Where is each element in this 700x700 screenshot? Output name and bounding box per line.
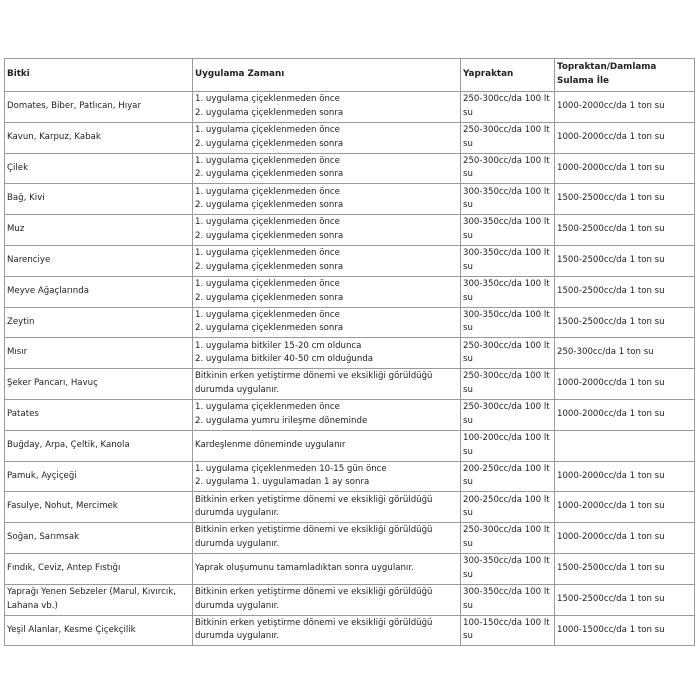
timing-line: 2. uygulama çiçeklenmeden sonra [195,169,344,180]
timing-line: 2. uygulama 1. uygulamadan 1 ay sonra [195,477,370,488]
table-row [5,492,695,523]
table-row [5,523,695,554]
timing-line: 2. uygulama yumru irileşme döneminde [195,415,368,426]
cell-foliar: 300-350cc/da 100 lt su [461,276,555,307]
table-row [5,92,695,123]
timing-line: 1. uygulama çiçeklenmeden önce [195,402,340,413]
table-row [5,615,695,646]
timing-line: Kardeşlenme döneminde uygulanır [195,439,346,450]
timing-line: durumda uygulanır. [195,631,280,642]
cell-timing [193,430,461,461]
cell-foliar: 250-300cc/da 100 lt su [461,399,555,430]
cell-timing [193,184,461,215]
cell-soil: 1500-2500cc/da 1 ton su [555,307,695,338]
cell-crop: Zeytin [5,307,193,338]
cell-crop: Meyve Ağaçlarında [5,276,193,307]
cell-soil: 1500-2500cc/da 1 ton su [555,215,695,246]
cell-timing [193,523,461,554]
cell-soil: 1000-2000cc/da 1 ton su [555,92,695,123]
timing-line: 1. uygulama çiçeklenmeden önce [195,125,340,136]
cell-soil [555,430,695,461]
table-row [5,153,695,184]
timing-line: 2. uygulama çiçeklenmeden sonra [195,138,344,149]
timing-line: 2. uygulama bitkiler 40-50 cm olduğunda [195,354,374,365]
cell-timing [193,307,461,338]
cell-timing [193,492,461,523]
cell-soil: 1500-2500cc/da 1 ton su [555,553,695,584]
cell-crop: Şeker Pancarı, Havuç [5,369,193,400]
header-soil: Topraktan/Damlama Sulama İle [555,59,695,92]
timing-line: 2. uygulama çiçeklenmeden sonra [195,200,344,211]
timing-line: 1. uygulama çiçeklenmeden önce [195,94,340,105]
timing-line: 2. uygulama çiçeklenmeden sonra [195,323,344,334]
timing-line: 1. uygulama çiçeklenmeden önce [195,217,340,228]
cell-foliar: 250-300cc/da 100 lt su [461,338,555,369]
cell-crop: Mısır [5,338,193,369]
cell-crop: Yeşil Alanlar, Kesme Çiçekçilik [5,615,193,646]
cell-foliar: 300-350cc/da 100 lt su [461,584,555,615]
cell-crop: Muz [5,215,193,246]
table-row [5,122,695,153]
cell-soil: 1500-2500cc/da 1 ton su [555,276,695,307]
header-crop: Bitki [5,59,193,92]
application-table [4,58,695,646]
timing-line: 1. uygulama çiçeklenmeden 10-15 gün önce [195,463,387,474]
cell-soil: 1000-2000cc/da 1 ton su [555,461,695,492]
cell-crop: Patates [5,399,193,430]
cell-foliar: 250-300cc/da 100 lt su [461,369,555,400]
timing-line: Bitkinin erken yetiştirme dönemi ve eksikliği görüldüğü [195,617,433,628]
cell-foliar: 250-300cc/da 100 lt su [461,523,555,554]
cell-soil: 1000-1500cc/da 1 ton su [555,615,695,646]
cell-timing [193,553,461,584]
cell-timing [193,153,461,184]
timing-line: durumda uygulanır. [195,385,280,396]
table-row [5,399,695,430]
cell-crop: Fasulye, Nohut, Mercimek [5,492,193,523]
cell-foliar: 300-350cc/da 100 lt su [461,553,555,584]
cell-crop: Fındık, Ceviz, Antep Fıstığı [5,553,193,584]
cell-crop: Yaprağı Yenen Sebzeler (Marul, Kıvırcık, Lahana vb.) [5,584,193,615]
timing-line: 1. uygulama çiçeklenmeden önce [195,186,340,197]
cell-foliar: 300-350cc/da 100 lt su [461,184,555,215]
timing-line: 1. uygulama çiçeklenmeden önce [195,155,340,166]
timing-line: Bitkinin erken yetiştirme dönemi ve eksikliği görüldüğü [195,371,433,382]
cell-foliar: 200-250cc/da 100 lt su [461,492,555,523]
cell-timing [193,369,461,400]
table-row [5,584,695,615]
cell-timing [193,276,461,307]
cell-timing [193,245,461,276]
timing-line: 2. uygulama çiçeklenmeden sonra [195,231,344,242]
header-timing: Uygulama Zamanı [193,59,461,92]
table-row [5,276,695,307]
cell-crop: Çilek [5,153,193,184]
cell-crop: Buğday, Arpa, Çeltik, Kanola [5,430,193,461]
timing-line: 1. uygulama çiçeklenmeden önce [195,248,340,259]
header-row [5,59,695,92]
timing-line: 1. uygulama bitkiler 15-20 cm oldunca [195,340,362,351]
cell-foliar: 250-300cc/da 100 lt su [461,92,555,123]
cell-soil: 1000-2000cc/da 1 ton su [555,369,695,400]
timing-line: Bitkinin erken yetiştirme dönemi ve eksikliği görüldüğü [195,525,433,536]
cell-foliar: 250-300cc/da 100 lt su [461,122,555,153]
cell-foliar: 300-350cc/da 100 lt su [461,245,555,276]
table-row [5,184,695,215]
timing-line: durumda uygulanır. [195,600,280,611]
timing-line: 1. uygulama çiçeklenmeden önce [195,279,340,290]
cell-crop: Kavun, Karpuz, Kabak [5,122,193,153]
timing-line: Bitkinin erken yetiştirme dönemi ve eksikliği görüldüğü [195,494,433,505]
cell-soil: 250-300cc/da 1 ton su [555,338,695,369]
timing-line: durumda uygulanır. [195,508,280,519]
cell-soil: 1000-2000cc/da 1 ton su [555,153,695,184]
header-foliar: Yapraktan [461,59,555,92]
cell-timing [193,399,461,430]
cell-foliar: 100-200cc/da 100 lt su [461,430,555,461]
cell-soil: 1000-2000cc/da 1 ton su [555,399,695,430]
cell-crop: Pamuk, Ayçiçeği [5,461,193,492]
cell-crop: Narenciye [5,245,193,276]
table-row [5,215,695,246]
timing-line: 2. uygulama çiçeklenmeden sonra [195,107,344,118]
cell-soil: 1500-2500cc/da 1 ton su [555,245,695,276]
table-body [5,92,695,646]
cell-crop: Soğan, Sarımsak [5,523,193,554]
cell-foliar: 200-250cc/da 100 lt su [461,461,555,492]
timing-line: Yaprak oluşumunu tamamladıktan sonra uygulanır. [195,563,414,574]
table-row [5,307,695,338]
cell-timing [193,461,461,492]
cell-timing [193,215,461,246]
cell-timing [193,338,461,369]
timing-line: 2. uygulama çiçeklenmeden sonra [195,261,344,272]
cell-timing [193,92,461,123]
cell-crop: Domates, Biber, Patlıcan, Hıyar [5,92,193,123]
cell-timing [193,615,461,646]
cell-foliar: 250-300cc/da 100 lt su [461,153,555,184]
cell-timing [193,122,461,153]
timing-line: Bitkinin erken yetiştirme dönemi ve eksikliği görüldüğü [195,587,433,598]
cell-foliar: 300-350cc/da 100 lt su [461,307,555,338]
table-row [5,461,695,492]
timing-line: durumda uygulanır. [195,539,280,550]
table-row [5,553,695,584]
cell-foliar: 100-150cc/da 100 lt su [461,615,555,646]
table-row [5,245,695,276]
table-row [5,369,695,400]
cell-foliar: 300-350cc/da 100 lt su [461,215,555,246]
timing-line: 2. uygulama çiçeklenmeden sonra [195,292,344,303]
table-row [5,430,695,461]
timing-line: 1. uygulama çiçeklenmeden önce [195,309,340,320]
cell-soil: 1500-2500cc/da 1 ton su [555,584,695,615]
cell-soil: 1000-2000cc/da 1 ton su [555,523,695,554]
cell-soil: 1500-2500cc/da 1 ton su [555,184,695,215]
cell-crop: Bağ, Kivi [5,184,193,215]
cell-soil: 1000-2000cc/da 1 ton su [555,122,695,153]
table-row [5,338,695,369]
cell-soil: 1000-2000cc/da 1 ton su [555,492,695,523]
cell-timing [193,584,461,615]
